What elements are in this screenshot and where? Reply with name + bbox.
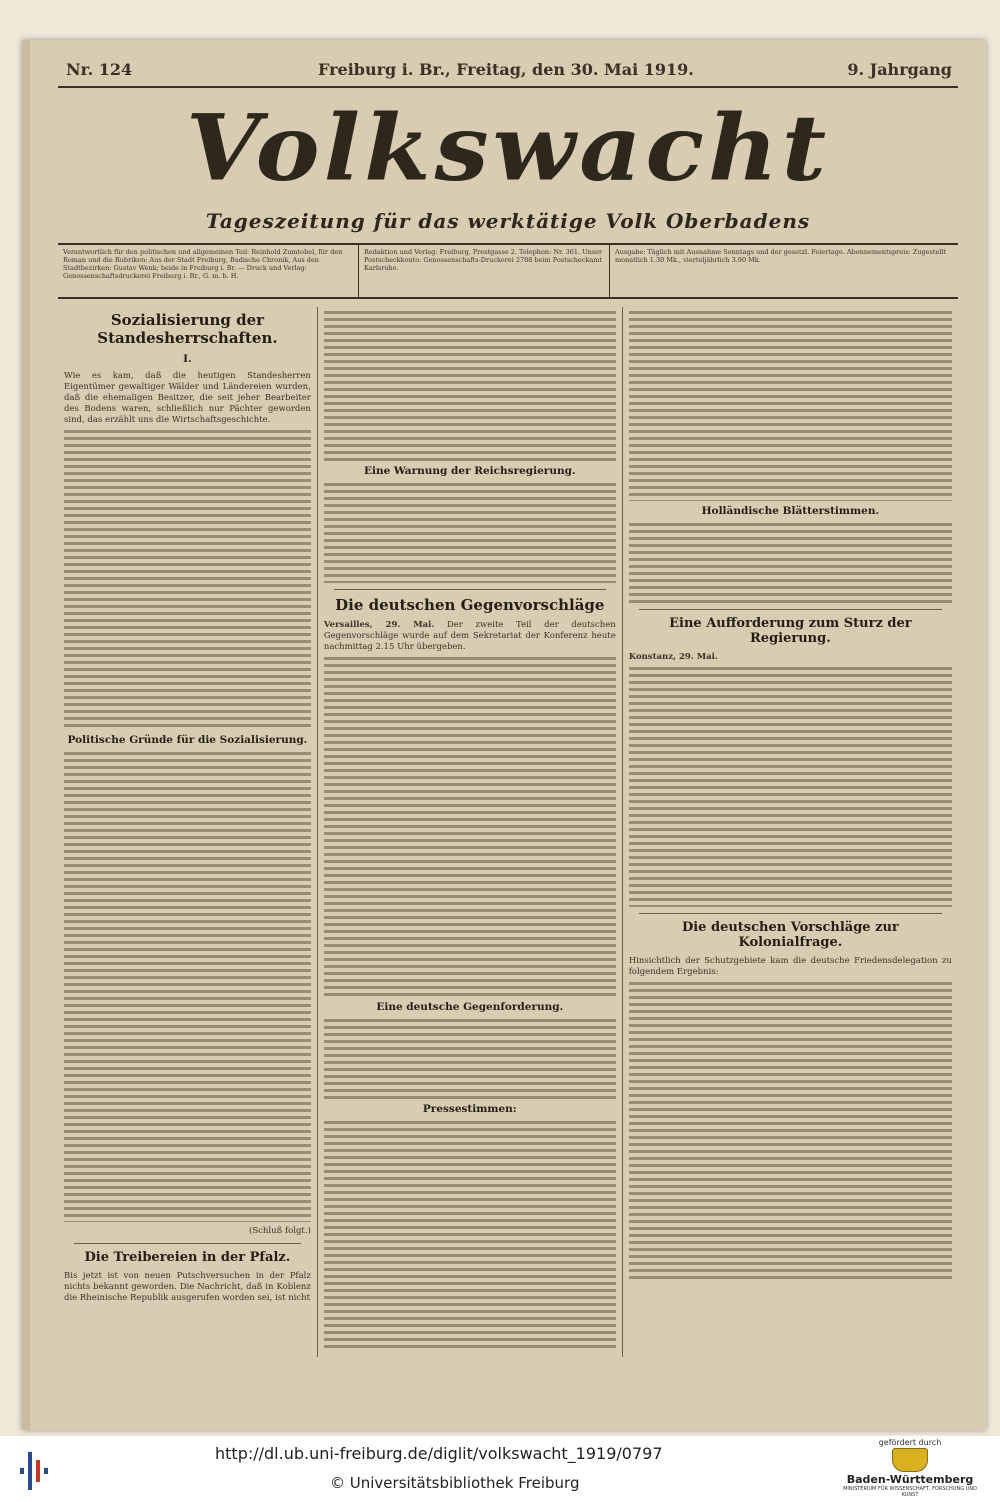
article-part: I. — [183, 353, 192, 365]
text-body — [629, 523, 952, 603]
text-body — [629, 667, 952, 907]
text-body — [629, 982, 952, 1282]
issue-number: Nr. 124 — [66, 60, 133, 79]
continued-note: (Schluß folgt.) — [249, 1226, 311, 1236]
top-line — [58, 54, 958, 84]
article-headline: Die deutschen Vorschläge zur Kolonialfrage. — [681, 920, 899, 950]
text-body — [629, 311, 952, 501]
page-edge — [22, 40, 30, 1430]
sponsor-name: Baden-Württemberg — [846, 1473, 974, 1486]
info-responsible: Verantwortlich für den politischen und allgemeinen Teil: Reinhold Zumtobel, für den Roman und die Rubriken: Aus der Stadt Freiburg, Badische Chronik, Aus den Stadtbezirken: Gustav Wenk; beide in Freiburg i. Br. — Druck und Verlag: Genossenschaftsdruckerei Freiburg i. Br., G. m. b. H. — [63, 248, 343, 280]
text-body — [324, 311, 616, 461]
text-body — [64, 752, 311, 1222]
article-headline: Die deutschen Gegenvorschläge — [335, 596, 605, 614]
newspaper-title: Volkswacht — [185, 93, 831, 202]
text-body — [324, 657, 616, 997]
crest-icon — [892, 1448, 928, 1472]
text-body — [64, 430, 311, 730]
divider — [334, 589, 606, 590]
ub-logo-icon — [16, 1442, 52, 1498]
sponsor-label: gefördert durch — [878, 1438, 942, 1447]
article-headline: Die Treibereien in der Pfalz. — [84, 1250, 291, 1265]
newspaper-page — [22, 40, 986, 1430]
column-1 — [58, 307, 317, 1357]
divider — [74, 1243, 301, 1244]
article-subhead: Eine Warnung der Reichsregierung. — [363, 465, 576, 477]
divider — [639, 609, 942, 610]
info-editorial: Redaktion und Verlag: Freiburg, Prestgasse 2. Telephon: Nr. 361. Unser Postscheckkonto: Genossenschafts-Druckerei 2788 beim Postscheckamt Karlsruhe. — [358, 245, 609, 297]
text-body — [324, 483, 616, 583]
info-bar — [58, 243, 958, 299]
sponsor-block — [840, 1438, 980, 1498]
copyright-text: © Universitätsbibliothek Freiburg — [330, 1474, 580, 1492]
newspaper-subtitle: Tageszeitung für das werktätige Volk Oberbadens — [205, 209, 811, 233]
permalink-url[interactable]: http://dl.ub.uni-freiburg.de/diglit/volkswacht_1919/0797 — [215, 1444, 663, 1463]
text-body — [324, 1121, 616, 1351]
article-lead: Bis jetzt ist von neuen Putschversuchen in der Pfalz nichts bekannt geworden. Die Nachricht, daß in Koblenz die Rheinische Republik ausgerufen worden sei, ist nicht — [64, 1271, 311, 1303]
column-2 — [317, 307, 622, 1357]
article-subhead: Pressestimmen: — [422, 1103, 517, 1115]
article-headline: Sozialisierung der Standesherrschaften. — [97, 311, 278, 347]
article-lead: Wie es kam, daß die heutigen Standesherren Eigentümer gewaltiger Wälder und Ländereien wurden, daß die ehemaligen Besitzer, die seit jeher Bearbeiter des Bodens waren, schließlich nur Pächter geworden sind, das erzählt uns die Wirtschaftsgeschichte. — [64, 371, 311, 425]
article-columns — [58, 307, 958, 1357]
article-subhead: Politische Gründe für die Sozialisierung. — [67, 734, 308, 746]
article-lead: Hinsichtlich der Schutzgebiete kam die deutsche Friedensdelegation zu folgendem Ergebnis: — [628, 956, 952, 977]
divider — [639, 913, 942, 914]
article-subhead: Eine deutsche Gegenforderung. — [376, 1001, 564, 1013]
issue-date: Freiburg i. Br., Freitag, den 30. Mai 1919. — [318, 60, 694, 79]
column-3 — [622, 307, 958, 1357]
info-subscription: Ausgabe: Täglich mit Ausnahme Sonntags und der gesetzl. Feiertage. Abonnementspreis: Zugestellt monatlich 1.30 Mk., vierteljährlich 3.90 Mk. — [609, 245, 958, 297]
volume-year: 9. Jahrgang — [847, 60, 952, 79]
text-body — [324, 1019, 616, 1099]
dateline: Konstanz, 29. Mai. — [628, 652, 718, 662]
sponsor-ministry: MINISTERIUM FÜR WISSENSCHAFT, FORSCHUNG UND KUNST — [843, 1486, 977, 1498]
article-headline: Eine Aufforderung zum Sturz der Regierung. — [669, 616, 912, 646]
article-subhead: Holländische Blätterstimmen. — [701, 505, 880, 517]
dateline: Versailles, 29. Mai. — [323, 620, 435, 630]
masthead — [58, 94, 958, 219]
article-lead: Der zweite Teil der deutschen Gegenvorschläge wurde auf dem Sekretariat der Konferenz heute nachmittag 2.15 Uhr übergeben. — [323, 620, 616, 652]
divider — [58, 86, 958, 88]
viewer-footer — [0, 1436, 1000, 1502]
